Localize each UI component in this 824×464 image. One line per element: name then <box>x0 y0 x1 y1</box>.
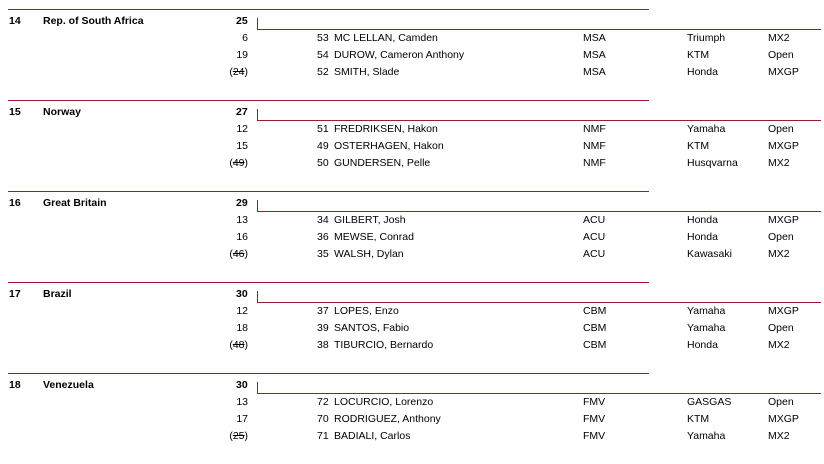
rider-class: MXGP <box>768 140 799 152</box>
rider-row <box>0 322 824 339</box>
rider-class: MX2 <box>768 339 790 351</box>
separator-line <box>649 29 821 30</box>
team-country: Rep. of South Africa <box>43 15 144 27</box>
rider-score: 12 <box>236 123 248 135</box>
rider-class: Open <box>768 231 794 243</box>
separator-line <box>649 211 821 212</box>
team-rank: 18 <box>9 379 21 391</box>
rider-row <box>0 413 824 430</box>
rider-number: 36 <box>317 231 329 243</box>
rider-class: MXGP <box>768 305 799 317</box>
rider-name: GILBERT, Josh <box>334 214 406 226</box>
rider-federation: FMV <box>583 396 606 408</box>
rider-score: 15 <box>236 140 248 152</box>
rider-federation: FMV <box>583 430 606 442</box>
rider-class: MXGP <box>768 413 799 425</box>
separator-line <box>649 393 821 394</box>
rider-brand: Honda <box>687 339 718 351</box>
rider-row <box>0 396 824 413</box>
rider-federation: ACU <box>583 231 606 243</box>
rider-name: RODRIGUEZ, Anthony <box>334 413 441 425</box>
rider-row <box>0 32 824 49</box>
team-rank: 17 <box>9 288 21 300</box>
rider-brand: Honda <box>687 214 718 226</box>
rider-name: SMITH, Slade <box>334 66 400 78</box>
separator-line <box>257 211 649 212</box>
rider-number: 34 <box>317 214 329 226</box>
rider-name: TIBURCIO, Bernardo <box>334 339 434 351</box>
separator-line <box>8 9 649 10</box>
rider-row <box>0 214 824 231</box>
team-total: 30 <box>236 379 248 391</box>
rider-score: 13 <box>236 214 248 226</box>
team-rank: 15 <box>9 106 21 118</box>
rider-class: Open <box>768 49 794 61</box>
rider-brand: KTM <box>687 413 710 425</box>
rider-number: 39 <box>317 322 329 334</box>
rider-brand: Yamaha <box>687 430 726 442</box>
team-rank: 16 <box>9 197 21 209</box>
separator-line <box>257 120 649 121</box>
team-total: 30 <box>236 288 248 300</box>
rider-federation: ACU <box>583 214 606 226</box>
team-total: 29 <box>236 197 248 209</box>
team-block <box>0 100 824 191</box>
rider-brand: Honda <box>687 66 718 78</box>
separator-line <box>649 302 821 303</box>
rider-row <box>0 248 824 265</box>
rider-number: 38 <box>317 339 329 351</box>
team-country: Brazil <box>43 288 72 300</box>
rider-score: 16 <box>236 231 248 243</box>
rider-number: 71 <box>317 430 329 442</box>
rider-brand: KTM <box>687 49 710 61</box>
rider-federation: NMF <box>583 123 606 135</box>
rider-number: 35 <box>317 248 329 260</box>
rider-name: FREDRIKSEN, Hakon <box>334 123 438 135</box>
rider-federation: MSA <box>583 32 606 44</box>
rider-class: MX2 <box>768 32 790 44</box>
rider-row <box>0 339 824 356</box>
separator-line <box>8 100 649 101</box>
rider-brand: Yamaha <box>687 322 726 334</box>
team-country: Venezuela <box>43 379 94 391</box>
rider-score: (25) <box>229 430 248 442</box>
team-total: 25 <box>236 15 248 27</box>
rider-number: 49 <box>317 140 329 152</box>
rider-class: MX2 <box>768 157 790 169</box>
rider-score: 6 <box>242 32 248 44</box>
rider-score: (49) <box>229 157 248 169</box>
rider-name: SANTOS, Fabio <box>334 322 410 334</box>
rider-row <box>0 305 824 322</box>
rider-federation: NMF <box>583 140 606 152</box>
team-country: Great Britain <box>43 197 107 209</box>
rider-class: MXGP <box>768 66 799 78</box>
rider-brand: Triumph <box>687 32 726 44</box>
rider-brand: GASGAS <box>687 396 732 408</box>
rider-number: 53 <box>317 32 329 44</box>
separator-line <box>8 282 649 283</box>
rider-score: (24) <box>229 66 248 78</box>
rider-class: Open <box>768 123 794 135</box>
rider-brand: Yamaha <box>687 123 726 135</box>
rider-row <box>0 49 824 66</box>
team-block <box>0 9 824 100</box>
rider-number: 51 <box>317 123 329 135</box>
rider-federation: CBM <box>583 339 607 351</box>
rider-score: 19 <box>236 49 248 61</box>
rider-row <box>0 430 824 447</box>
rider-number: 50 <box>317 157 329 169</box>
rider-class: Open <box>768 396 794 408</box>
separator-line <box>257 393 649 394</box>
rider-row <box>0 140 824 157</box>
rider-brand: Yamaha <box>687 305 726 317</box>
separator-line <box>649 120 821 121</box>
rider-score: 12 <box>236 305 248 317</box>
rider-brand: Husqvarna <box>687 157 738 169</box>
separator-line <box>257 29 649 30</box>
rider-federation: MSA <box>583 66 606 78</box>
rider-name: LOCURCIO, Lorenzo <box>334 396 434 408</box>
rider-class: Open <box>768 322 794 334</box>
team-block <box>0 373 824 464</box>
rider-class: MX2 <box>768 248 790 260</box>
rider-brand: Honda <box>687 231 718 243</box>
team-block <box>0 191 824 282</box>
rider-number: 54 <box>317 49 329 61</box>
rider-brand: KTM <box>687 140 710 152</box>
rider-row <box>0 231 824 248</box>
rider-score: 13 <box>236 396 248 408</box>
rider-name: OSTERHAGEN, Hakon <box>334 140 444 152</box>
rider-number: 52 <box>317 66 329 78</box>
separator-line <box>257 302 649 303</box>
rider-name: BADIALI, Carlos <box>334 430 411 442</box>
rider-name: MC LELLAN, Camden <box>334 32 438 44</box>
rider-number: 37 <box>317 305 329 317</box>
rider-name: LOPES, Enzo <box>334 305 399 317</box>
rider-class: MXGP <box>768 214 799 226</box>
rider-name: MEWSE, Conrad <box>334 231 414 243</box>
rider-score: (48) <box>229 339 248 351</box>
rider-score: 17 <box>236 413 248 425</box>
rider-number: 72 <box>317 396 329 408</box>
team-total: 27 <box>236 106 248 118</box>
rider-federation: ACU <box>583 248 606 260</box>
rider-federation: MSA <box>583 49 606 61</box>
rider-name: WALSH, Dylan <box>334 248 404 260</box>
rider-number: 70 <box>317 413 329 425</box>
team-rank: 14 <box>9 15 21 27</box>
separator-line <box>8 191 649 192</box>
rider-row <box>0 157 824 174</box>
team-country: Norway <box>43 106 81 118</box>
rider-federation: CBM <box>583 305 607 317</box>
rider-federation: NMF <box>583 157 606 169</box>
rider-name: DUROW, Cameron Anthony <box>334 49 465 61</box>
rider-class: MX2 <box>768 430 790 442</box>
rider-name: GUNDERSEN, Pelle <box>334 157 431 169</box>
rider-score: (46) <box>229 248 248 260</box>
rider-federation: FMV <box>583 413 606 425</box>
rider-row <box>0 66 824 83</box>
team-block <box>0 282 824 373</box>
rider-score: 18 <box>236 322 248 334</box>
rider-row <box>0 123 824 140</box>
rider-federation: CBM <box>583 322 607 334</box>
rider-brand: Kawasaki <box>687 248 732 260</box>
separator-line <box>8 373 649 374</box>
